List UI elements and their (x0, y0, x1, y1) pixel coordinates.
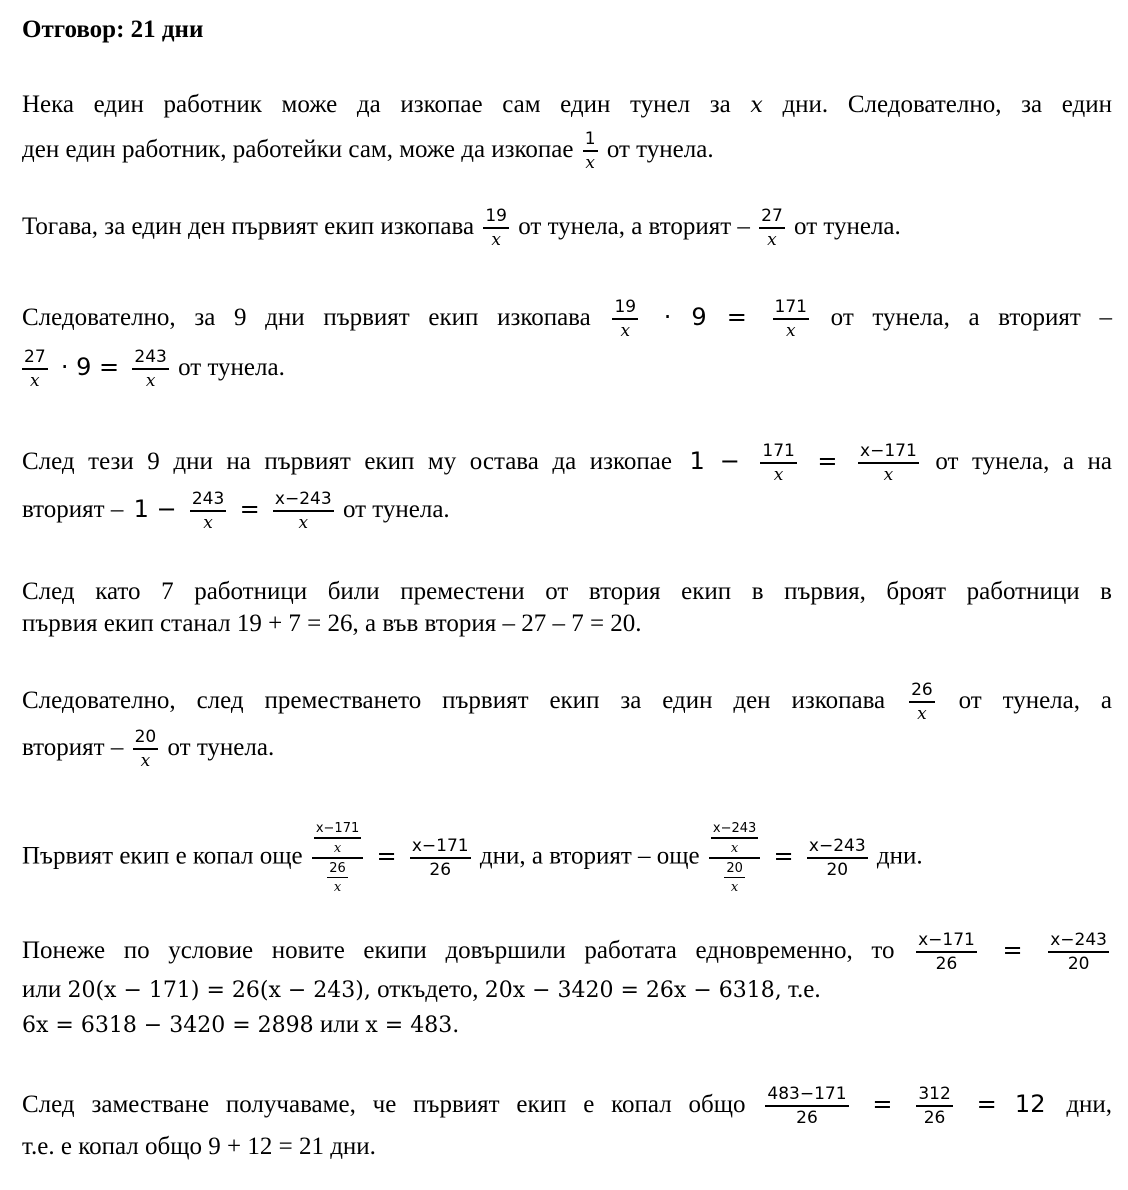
p8-text-a: Понеже по условие новите екипи довършили работата едновременно, то (22, 937, 895, 965)
p7-text-b: дни, а вторият – още (479, 842, 700, 870)
fraction-numerator: 20 (726, 860, 743, 876)
fraction-x-minus-171-over-x (314, 822, 361, 855)
equals-sign: = (773, 841, 794, 870)
fraction-x-minus-171-over-26 (916, 932, 977, 973)
fraction-denominator: 26 (923, 1107, 946, 1128)
p3-text-c: от тунела. (178, 353, 285, 381)
times-nine-equals: · 9 = (663, 303, 747, 331)
p1-text-b: дни. Следователно, за един (782, 91, 1113, 118)
p3-line-1 (22, 296, 1112, 340)
p7-line-1 (22, 822, 1112, 894)
fraction-x-minus-171-over-x (858, 440, 919, 485)
fraction-denominator: 26 (796, 1107, 818, 1128)
fraction-26-over-x (909, 679, 935, 724)
equals-sign: = (239, 494, 260, 523)
equation-1: 20(x − 171) = 26(x − 243), (67, 978, 371, 1003)
p8-text-d: т.е. (788, 976, 821, 1003)
fraction-numerator: 312 (918, 1083, 951, 1104)
p5-line-1: След като 7 работници били преместени от втория екип в първия, броят работници в (22, 578, 1112, 605)
paragraph-3 (22, 296, 1112, 390)
p7-text-c: дни. (876, 842, 923, 870)
fraction-denominator: x (140, 750, 151, 771)
paragraph-8 (22, 932, 1112, 1043)
p8-text-b: или (22, 976, 62, 1003)
p2-text-b: от тунела, а вторият – (518, 213, 750, 240)
p4-line-2 (22, 488, 1112, 532)
p4-text-c: вторият – (22, 495, 124, 523)
p5-line-2: първия екип станал 19 + 7 = 26, а във втория – 27 – 7 = 20. (22, 610, 642, 637)
p3-line-2 (22, 346, 1112, 390)
p6-text-b: от тунела, а (958, 687, 1112, 714)
p1-line-1 (22, 84, 1112, 127)
fraction-numerator: 19 (614, 296, 637, 317)
fraction-x-minus-243-over-x (273, 488, 334, 533)
fraction-denominator: x (30, 370, 40, 391)
p3-text-b: от тунела, а вторият – (830, 304, 1113, 331)
complex-numerator (312, 822, 363, 857)
paragraph-6 (22, 680, 1112, 770)
paragraph-9 (22, 1084, 1112, 1167)
fraction-numerator: 243 (191, 488, 225, 509)
p2-line-1 (22, 206, 1112, 249)
fraction-denominator: x (785, 320, 796, 341)
fraction-denominator: x (491, 229, 501, 250)
variable-x: x (750, 93, 763, 118)
fraction-numerator: x−171 (315, 821, 360, 836)
equals-sign: = (817, 447, 838, 475)
p4-text-a: След тези 9 дни на първият екип му остава да изкопае (22, 448, 672, 475)
p7-text-a: Първият екип е копал още (22, 842, 303, 870)
fraction-243-over-x (190, 488, 226, 533)
fraction-denominator: 20 (1067, 954, 1090, 974)
fraction-numerator: 26 (329, 860, 346, 876)
fraction-numerator: 171 (762, 440, 795, 461)
fraction-numerator: 19 (485, 205, 507, 226)
fraction-numerator: 26 (911, 679, 933, 700)
complex-denominator (722, 859, 747, 895)
p3-text-a: Следователно, за 9 дни първият екип изкопава (22, 304, 591, 331)
p1-text-a: Нека един работник може да изкопае сам един тунел за (22, 91, 731, 118)
paragraph-4 (22, 440, 1112, 532)
fraction-denominator: x (773, 464, 784, 485)
fraction-numerator: x−171 (411, 835, 469, 856)
fraction-numerator: x−243 (1050, 930, 1108, 950)
equals-sign: = (872, 1090, 893, 1118)
fraction-denominator: x (767, 229, 777, 250)
paragraph-7 (22, 822, 1112, 894)
equals-sign: = (376, 841, 397, 870)
fraction-numerator: 243 (134, 346, 167, 367)
complex-fraction-first-team (312, 822, 363, 894)
fraction-1-over-x (583, 128, 598, 173)
p9-line-1 (22, 1084, 1112, 1127)
fraction-denominator: x (917, 703, 927, 724)
equation-3: 6x = 6318 − 3420 = 2898 (22, 1013, 314, 1038)
fraction-20-over-x (724, 862, 745, 895)
p8-line-2 (22, 973, 1112, 1008)
fraction-denominator: x (333, 840, 342, 856)
fraction-numerator: x−243 (808, 835, 866, 856)
p8-line-3 (22, 1008, 1112, 1043)
fraction-denominator: 20 (826, 859, 849, 880)
fraction-denominator: x (333, 880, 342, 895)
one-minus: 1 − (133, 494, 177, 523)
p9-text-b: дни, (1066, 1091, 1113, 1118)
p4-line-1 (22, 440, 1112, 484)
p8-line-1 (22, 932, 1112, 973)
fraction-denominator: 26 (429, 859, 452, 880)
fraction-312-over-26 (916, 1083, 952, 1128)
equation-4: x = 483. (365, 1013, 460, 1038)
fraction-243-over-x (132, 346, 168, 391)
fraction-numerator: x−243 (274, 488, 332, 509)
fraction-x-minus-243-over-20 (1048, 932, 1109, 973)
fraction-27-over-x (759, 205, 785, 250)
fraction-483-minus-171-over-26 (765, 1083, 848, 1128)
p9-text-a: След заместване получаваме, че първият екип е копал общо (22, 1091, 746, 1118)
fraction-denominator: x (145, 370, 156, 391)
p1-line-2 (22, 129, 1112, 172)
fraction-numerator: 27 (24, 346, 46, 367)
fraction-171-over-x (760, 440, 796, 485)
fraction-x-minus-243-over-x (711, 822, 758, 855)
fraction-numerator: x−171 (860, 440, 917, 461)
fraction-27-over-x (22, 346, 48, 391)
fraction-numerator: 27 (761, 205, 783, 226)
fraction-denominator: x (620, 320, 631, 341)
fraction-numerator: 171 (774, 296, 807, 317)
p9-line-2: т.е. е копал общо 9 + 12 = 21 дни. (22, 1132, 376, 1160)
equation-2: 20x − 3420 = 26x − 6318, (484, 978, 782, 1003)
fraction-denominator: x (883, 464, 894, 485)
fraction-numerator: 20 (134, 726, 157, 747)
fraction-x-minus-243-over-20 (807, 835, 868, 880)
fraction-numerator: 1 (584, 128, 596, 149)
p6-text-a: Следователно, след преместването първият екип за един ден изкопава (22, 687, 886, 714)
paragraph-5 (22, 576, 1112, 640)
p6-text-c: вторият – (22, 733, 124, 761)
paragraph-1 (22, 84, 1112, 172)
times-nine-equals: · 9 = (60, 352, 120, 381)
fraction-26-over-x (327, 862, 348, 895)
p4-text-b: от тунела, а на (935, 448, 1113, 475)
p6-line-1 (22, 680, 1112, 723)
fraction-19-over-x (483, 205, 509, 250)
complex-fraction-second-team (709, 822, 760, 894)
fraction-numerator: 483−171 (767, 1083, 847, 1104)
p8-text-e: или (319, 1011, 360, 1038)
fraction-numerator: x−171 (918, 930, 975, 950)
fraction-denominator: x (298, 512, 309, 533)
p4-text-d: от тунела. (342, 495, 450, 523)
p1-text-c: ден един работник, работейки сам, може да изкопае (22, 136, 574, 163)
p1-text-d: от тунела. (606, 136, 714, 163)
fraction-numerator: x−243 (712, 821, 757, 836)
fraction-denominator: x (585, 152, 595, 173)
result-12: = 12 (976, 1090, 1046, 1118)
p6-text-d: от тунела. (167, 733, 275, 761)
p2-text-a: Тогава, за един ден първият екип изкопава (22, 213, 475, 240)
fraction-20-over-x (133, 726, 159, 771)
fraction-denominator: 26 (935, 954, 958, 974)
fraction-x-minus-171-over-26 (410, 835, 471, 880)
p8-text-c: откъдето, (377, 976, 479, 1003)
fraction-denominator: x (730, 840, 739, 856)
fraction-denominator: x (730, 880, 739, 895)
fraction-denominator: x (203, 512, 213, 533)
equals-sign: = (1002, 936, 1023, 965)
p6-line-2 (22, 727, 1112, 770)
answer-heading: Отговор: 21 дни (22, 16, 204, 43)
fraction-171-over-x (773, 296, 809, 341)
complex-numerator (709, 822, 760, 857)
fraction-19-over-x (612, 296, 638, 341)
paragraph-2 (22, 206, 1112, 249)
complex-denominator (325, 859, 350, 895)
p2-text-c: от тунела. (794, 213, 901, 240)
one-minus: 1 − (689, 447, 740, 475)
